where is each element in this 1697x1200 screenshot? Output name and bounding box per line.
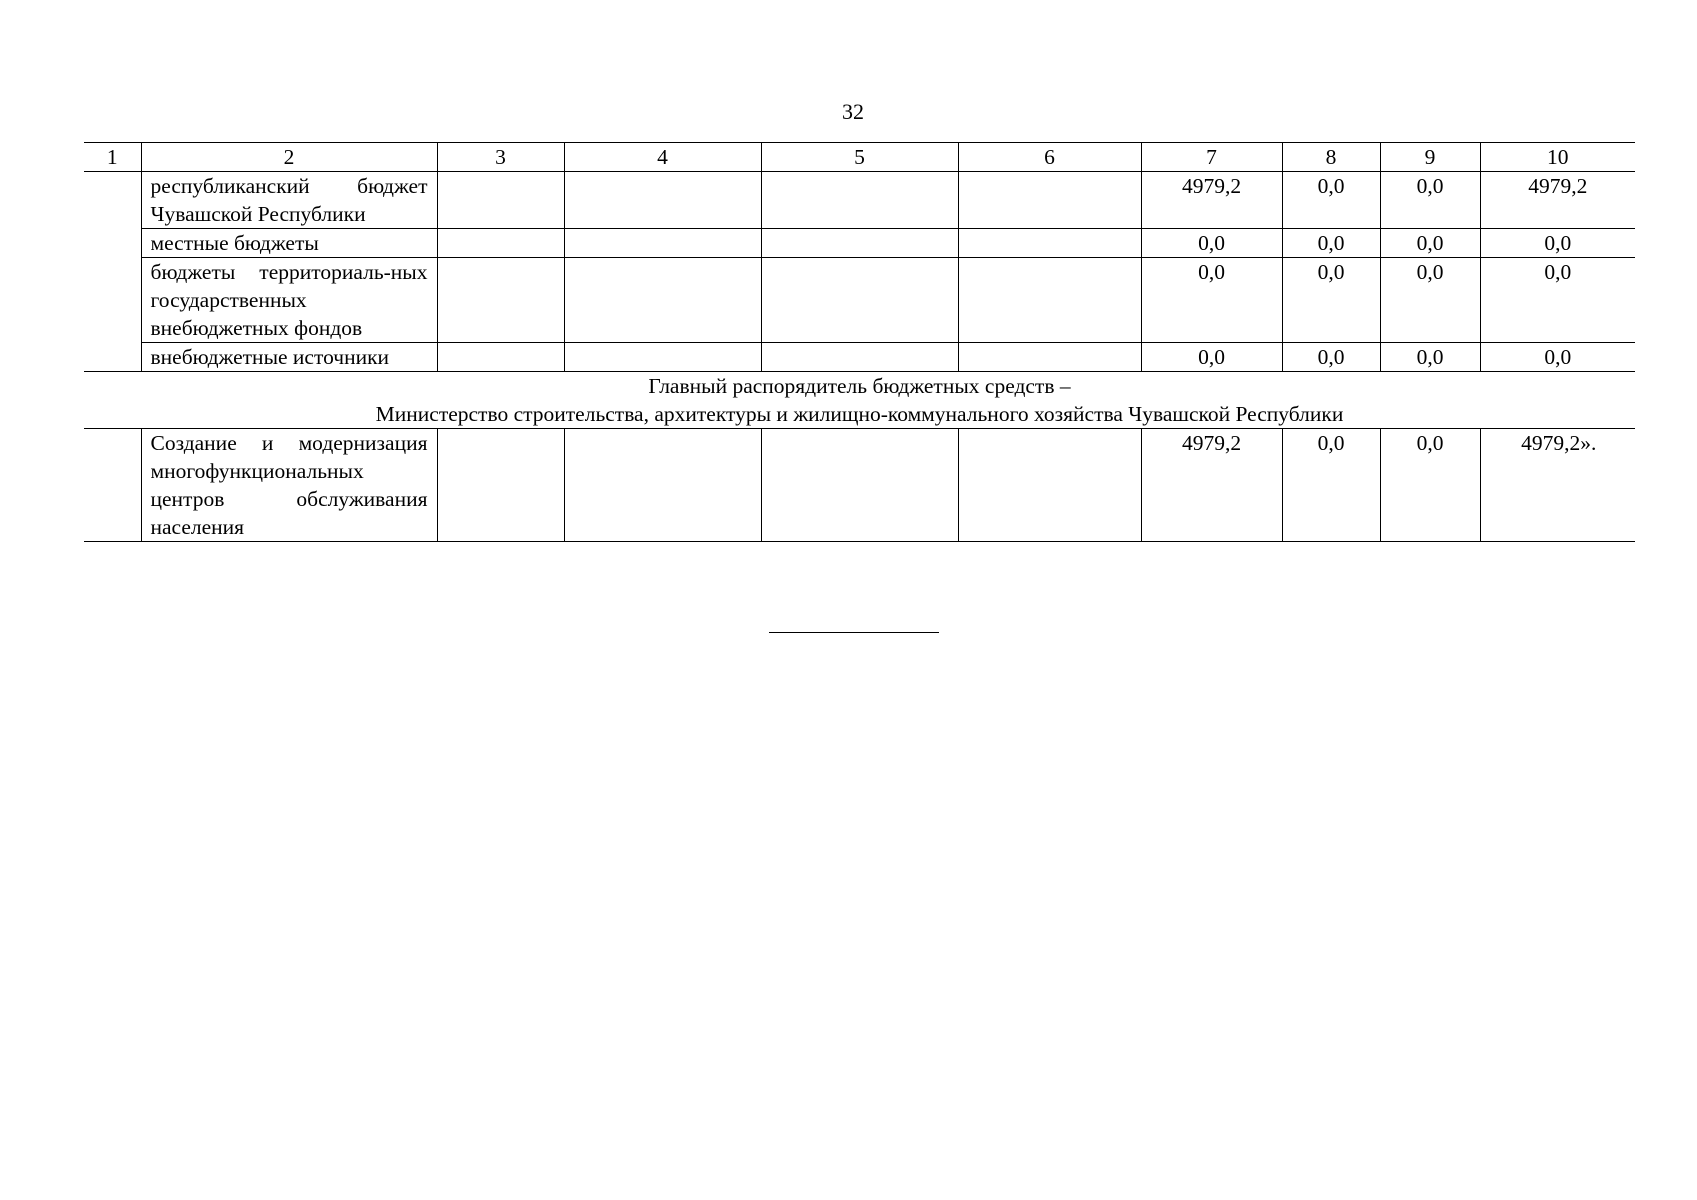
empty-cell <box>564 429 761 542</box>
empty-cell <box>761 343 958 372</box>
table-row <box>84 343 1635 372</box>
value-col10: 0,0 <box>1480 343 1635 372</box>
funding-source-name: бюджеты территориаль-ных государственных внебюджетных фондов <box>141 258 437 343</box>
value-col7: 0,0 <box>1141 229 1282 258</box>
value-col10: 4979,2 <box>1480 172 1635 229</box>
empty-cell <box>564 258 761 343</box>
value-col9: 0,0 <box>1380 429 1480 542</box>
table-row <box>84 172 1635 229</box>
value-col9: 0,0 <box>1380 258 1480 343</box>
budget-administrator-heading <box>84 372 1635 429</box>
value-col8: 0,0 <box>1282 258 1380 343</box>
funding-source-name: местные бюджеты <box>141 229 437 258</box>
empty-cell <box>84 429 141 542</box>
empty-cell <box>958 258 1141 343</box>
value-col7: 0,0 <box>1141 258 1282 343</box>
table-row <box>84 429 1635 542</box>
value-col9: 0,0 <box>1380 343 1480 372</box>
value-col8: 0,0 <box>1282 172 1380 229</box>
empty-cell <box>958 229 1141 258</box>
table-row <box>84 258 1635 343</box>
empty-cell <box>437 343 564 372</box>
value-col7: 4979,2 <box>1141 429 1282 542</box>
empty-cell <box>437 172 564 229</box>
empty-cell <box>761 172 958 229</box>
column-header: 7 <box>1141 143 1282 172</box>
budget-table <box>84 142 1635 542</box>
empty-cell <box>761 229 958 258</box>
column-header: 3 <box>437 143 564 172</box>
column-header: 8 <box>1282 143 1380 172</box>
value-col7: 4979,2 <box>1141 172 1282 229</box>
column-header: 1 <box>84 143 141 172</box>
empty-cell <box>958 343 1141 372</box>
administrator-row <box>84 372 1635 429</box>
column-header: 2 <box>141 143 437 172</box>
funding-source-name: республиканский бюджет Чувашской Республики <box>141 172 437 229</box>
administrator-line-2: Министерство строительства, архитектуры и жилищно-коммунального хозяйства Чувашской Республики <box>375 402 1344 426</box>
column-header: 9 <box>1380 143 1480 172</box>
empty-cell <box>564 343 761 372</box>
page-number: 32 <box>842 99 864 124</box>
value-col10: 4979,2». <box>1480 429 1635 542</box>
column-header: 6 <box>958 143 1141 172</box>
funding-source-name: внебюджетные источники <box>141 343 437 372</box>
value-col10: 0,0 <box>1480 229 1635 258</box>
value-col8: 0,0 <box>1282 343 1380 372</box>
column-number-row <box>84 143 1635 172</box>
empty-cell <box>437 258 564 343</box>
value-col9: 0,0 <box>1380 229 1480 258</box>
footer-divider-line <box>769 632 939 633</box>
empty-cell <box>84 172 141 372</box>
column-header: 4 <box>564 143 761 172</box>
table-row <box>84 229 1635 258</box>
value-col9: 0,0 <box>1380 172 1480 229</box>
value-col8: 0,0 <box>1282 229 1380 258</box>
empty-cell <box>761 429 958 542</box>
empty-cell <box>437 429 564 542</box>
value-col10: 0,0 <box>1480 258 1635 343</box>
empty-cell <box>958 172 1141 229</box>
empty-cell <box>437 229 564 258</box>
event-name: Создание и модернизация многофункциональных центров обслуживания населения <box>141 429 437 542</box>
empty-cell <box>564 229 761 258</box>
administrator-line-1: Главный распорядитель бюджетных средств – <box>648 374 1071 398</box>
column-header: 10 <box>1480 143 1635 172</box>
empty-cell <box>761 258 958 343</box>
empty-cell <box>564 172 761 229</box>
value-col7: 0,0 <box>1141 343 1282 372</box>
value-col8: 0,0 <box>1282 429 1380 542</box>
column-header: 5 <box>761 143 958 172</box>
empty-cell <box>958 429 1141 542</box>
